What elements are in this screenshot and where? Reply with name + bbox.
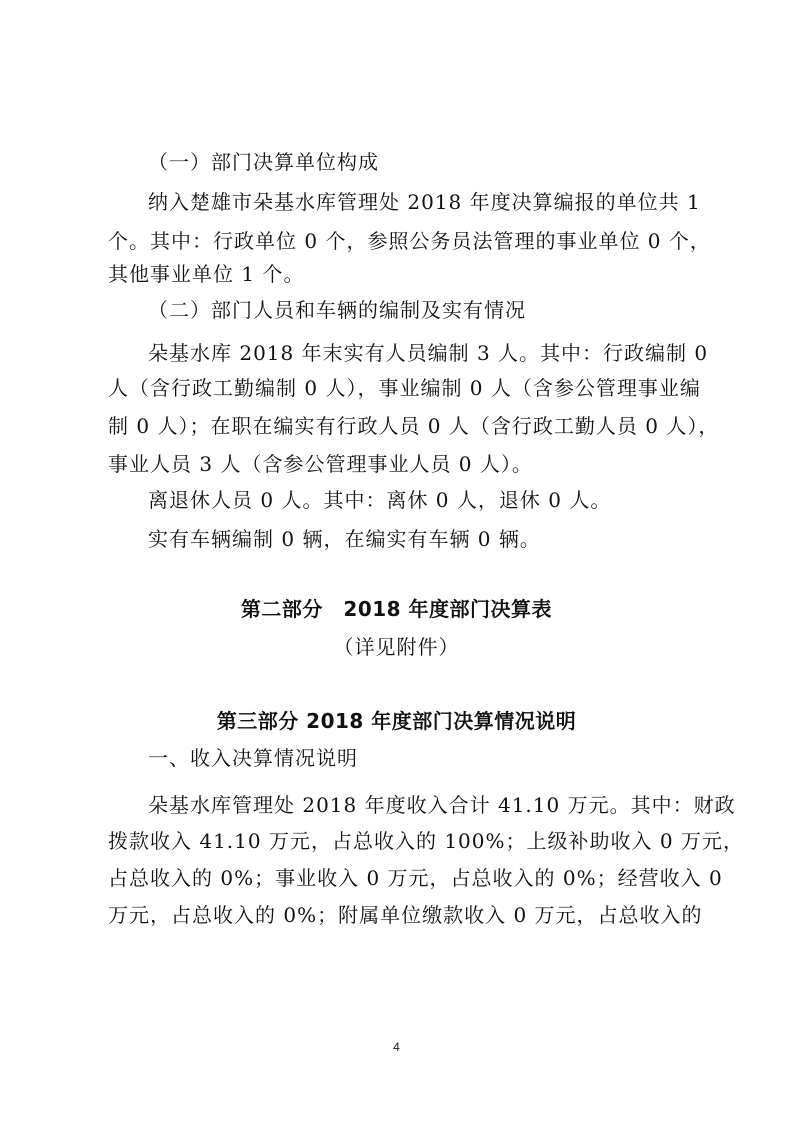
retired-line: 离退休人员 0 人。其中：离休 0 人，退休 0 人。 bbox=[148, 488, 612, 512]
paragraph-line: 朵基水库 2018 年末实有人员编制 3 人。其中：行政编制 0 bbox=[148, 341, 709, 365]
paragraph-line: 纳入楚雄市朵基水库管理处 2018 年度决算编报的单位共 1 bbox=[148, 190, 701, 214]
page-number: 4 bbox=[393, 1040, 400, 1054]
paragraph-line: 个。其中：行政单位 0 个，参照公务员法管理的事业单位 0 个， bbox=[108, 229, 711, 253]
paragraph-line: 事业人员 3 人（含参公管理事业人员 0 人）。 bbox=[108, 452, 533, 476]
section2-heading: （二）部门人员和车辆的编制及实有情况 bbox=[148, 298, 526, 322]
part3-heading: 一、收入决算情况说明 bbox=[148, 746, 358, 770]
paragraph-line: 拨款收入 41.10 万元，占总收入的 100%；上级补助收入 0 万元， bbox=[108, 829, 744, 853]
paragraph-line: 其他事业单位 1 个。 bbox=[108, 262, 305, 286]
vehicles-line: 实有车辆编制 0 辆，在编实有车辆 0 辆。 bbox=[148, 527, 541, 551]
part2-subtitle: （详见附件） bbox=[333, 635, 460, 659]
paragraph-line: 制 0 人）；在职在编实有行政人员 0 人（含行政工勤人员 0 人）， bbox=[108, 414, 720, 438]
paragraph-line: 占总收入的 0%；事业收入 0 万元，占总收入的 0%；经营收入 0 bbox=[108, 866, 723, 890]
part2-title: 第二部分 2018 年度部门决算表 bbox=[240, 597, 553, 621]
paragraph-line: 人（含行政工勤编制 0 人），事业编制 0 人（含参公管理事业编 bbox=[108, 376, 701, 400]
paragraph-line: 朵基水库管理处 2018 年度收入合计 41.10 万元。其中：财政 bbox=[148, 793, 736, 817]
part3-title: 第三部分 2018 年度部门决算情况说明 bbox=[216, 709, 577, 733]
section1-heading: （一）部门决算单位构成 bbox=[148, 150, 379, 174]
paragraph-line: 万元，占总收入的 0%；附属单位缴款收入 0 万元，占总收入的 bbox=[108, 903, 703, 927]
